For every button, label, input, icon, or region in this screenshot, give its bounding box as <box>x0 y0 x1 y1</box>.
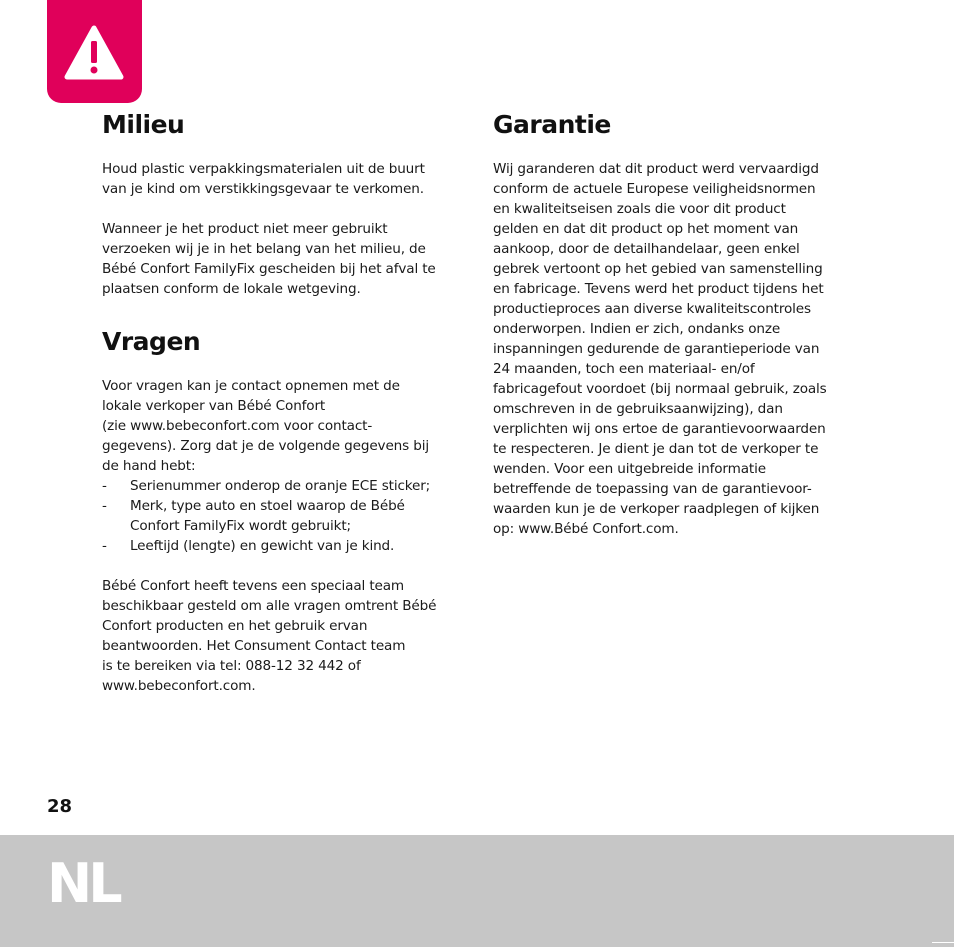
warning-tab <box>47 0 142 103</box>
dash-bullet: - <box>102 498 107 514</box>
section-title-garantie: Garantie <box>493 110 611 139</box>
vragen-paragraph-2: Bébé Confort heeft tevens een speciaal team beschikbaar gesteld om alle vragen omtrent Bébé Confort producten en het gebruik ervan beantwoorden. Het Consument Contact team is te bereiken via tel: 088-12 32 442 of www.bebeconfort.com. <box>102 578 437 694</box>
list-item: - Serienummer onderop de oranje ECE sticker; <box>102 478 431 494</box>
garantie-paragraph: Wij garanderen dat dit product werd vervaardigd conform de actuele Europese veiligheidsnormen en kwaliteitseisen zoals die voor dit product gelden en dat dit product op het moment van aankoop, door de detailhandelaar, geen enkel gebrek vertoont op het gebied van samenstelling en fabricage. Tevens werd het product tijdens het productieproces aan diverse kwaliteitscontroles onderworpen. Indien er zich, ondanks onze inspanningen gedurende de garantieperiode van 24 maanden, toch een materiaal- en/of fabricagefout voordoet (bij normaal gebruik, zoals omschreven in de gebruiksaanwijzing), dan verplichten wij ons ertoe de garantievoorwaarden te respecteren. Je dient je dan tot de verkoper te wenden. Voor een uitgebreide informatie betreffende de toepassing van de garantievoor- waarden kun je de verkoper raadplegen of kijken op: www.Bébé Confort.com. <box>493 161 827 537</box>
vragen-paragraph-1: Voor vragen kan je contact opnemen met de lokale verkoper van Bébé Confort (zie www.bebeconfort.com voor contact- gegevens). Zorg dat je de volgende gegevens bij de hand hebt: <box>102 378 429 474</box>
list-item: - Leeftijd (lengte) en gewicht van je kind. <box>102 538 395 554</box>
dash-bullet: - <box>102 538 107 554</box>
exclamation-bar <box>91 41 97 63</box>
page-number: 28 <box>47 796 73 817</box>
language-code: NL <box>47 852 119 915</box>
milieu-paragraph-2: Wanneer je het product niet meer gebruikt verzoeken wij je in het belang van het milieu, de Bébé Confort FamilyFix gescheiden bij het afval te plaatsen conform de lokale wetgeving. <box>102 221 436 297</box>
warning-triangle-icon <box>63 24 125 82</box>
footer-band <box>0 835 954 947</box>
section-title-milieu: Milieu <box>102 110 185 139</box>
dash-bullet: - <box>102 478 107 494</box>
left-column <box>102 108 462 696</box>
right-column <box>493 108 858 539</box>
milieu-paragraph-1: Houd plastic verpakkingsmaterialen uit de buurt van je kind om verstikkingsgevaar te verkomen. <box>102 161 425 197</box>
corner-mark <box>932 942 954 943</box>
list-item: - Merk, type auto en stoel waarop de Bébé Confort FamilyFix wordt gebruikt; <box>102 498 405 534</box>
exclamation-dot <box>91 67 98 74</box>
vragen-checklist <box>102 476 462 556</box>
section-title-vragen: Vragen <box>102 327 201 356</box>
